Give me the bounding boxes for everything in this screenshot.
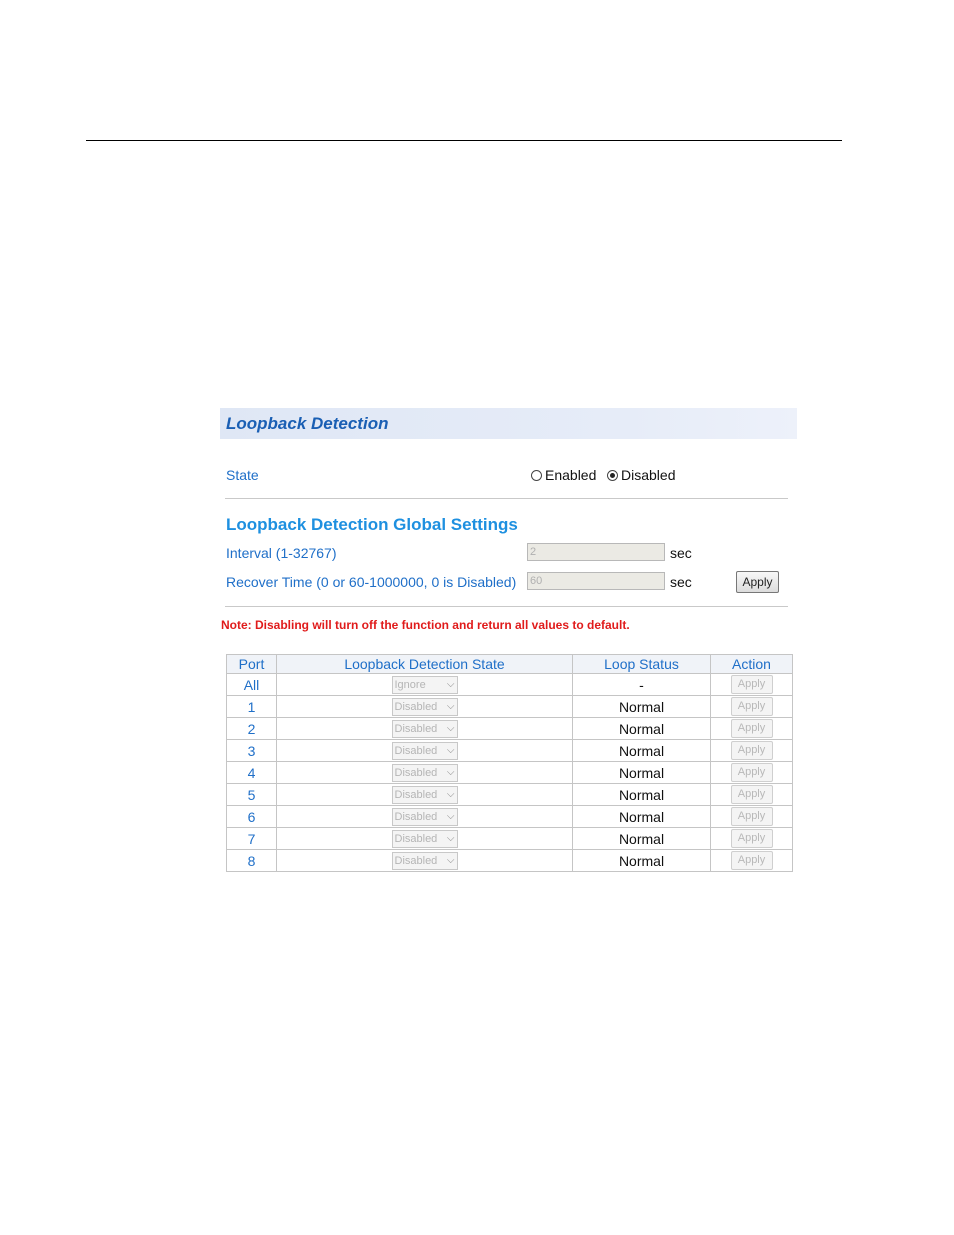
col-header-state: Loopback Detection State: [277, 655, 573, 674]
panel-header: [220, 408, 797, 439]
chevron-down-icon: ⌵: [446, 832, 455, 844]
state-select[interactable]: [392, 698, 458, 716]
chevron-down-icon: ⌵: [446, 854, 455, 866]
interval-unit: sec: [670, 545, 692, 561]
state-select[interactable]: [392, 676, 458, 694]
status-cell: Normal: [573, 828, 711, 850]
table-row: [227, 696, 793, 718]
row-apply-button[interactable]: Apply: [731, 807, 773, 826]
port-rows: [227, 674, 793, 872]
chevron-down-icon: ⌵: [446, 766, 455, 778]
port-cell: 6: [227, 806, 277, 828]
state-cell: [277, 718, 573, 740]
state-cell: [277, 762, 573, 784]
status-cell: -: [573, 674, 711, 696]
state-cell: [277, 740, 573, 762]
table-row: [227, 784, 793, 806]
port-cell: 1: [227, 696, 277, 718]
status-cell: Normal: [573, 850, 711, 872]
state-label: State: [226, 467, 259, 483]
row-apply-button[interactable]: Apply: [731, 851, 773, 870]
chevron-down-icon: ⌵: [446, 744, 455, 756]
state-select-value: Disabled: [394, 810, 438, 823]
table-row: [227, 828, 793, 850]
action-cell: [711, 850, 793, 872]
state-select[interactable]: [392, 764, 458, 782]
chevron-down-icon: ⌵: [446, 788, 455, 800]
state-select-value: Disabled: [394, 832, 438, 845]
state-enabled-label[interactable]: Enabled: [545, 467, 597, 483]
table-row: [227, 718, 793, 740]
state-disabled-label[interactable]: Disabled: [621, 467, 676, 483]
action-cell: [711, 828, 793, 850]
row-apply-button[interactable]: Apply: [731, 697, 773, 716]
row-apply-button[interactable]: Apply: [731, 719, 773, 738]
table-row: [227, 740, 793, 762]
port-cell: 5: [227, 784, 277, 806]
status-cell: Normal: [573, 784, 711, 806]
state-select[interactable]: [392, 742, 458, 760]
global-apply-button[interactable]: Apply: [736, 571, 779, 593]
col-header-action: Action: [711, 655, 793, 674]
state-select-value: Disabled: [394, 854, 438, 867]
status-cell: Normal: [573, 718, 711, 740]
status-cell: Normal: [573, 696, 711, 718]
state-disabled-radio[interactable]: [607, 470, 618, 481]
status-cell: Normal: [573, 806, 711, 828]
port-table: [226, 654, 793, 872]
col-header-port: Port: [227, 655, 277, 674]
action-cell: [711, 696, 793, 718]
row-apply-button[interactable]: Apply: [731, 763, 773, 782]
port-cell: All: [227, 674, 277, 696]
interval-input[interactable]: 2: [527, 543, 665, 561]
state-select[interactable]: [392, 720, 458, 738]
action-cell: [711, 762, 793, 784]
recover-time-label: Recover Time (0 or 60-1000000, 0 is Disabled): [226, 574, 517, 590]
loopback-detection-panel: [220, 408, 797, 878]
state-select[interactable]: [392, 830, 458, 848]
state-select-value: Disabled: [394, 744, 438, 757]
separator: [225, 606, 788, 607]
port-cell: 2: [227, 718, 277, 740]
action-cell: [711, 740, 793, 762]
state-select-value: Disabled: [394, 788, 438, 801]
row-apply-button[interactable]: Apply: [731, 785, 773, 804]
state-select-value: Disabled: [394, 700, 438, 713]
row-apply-button[interactable]: Apply: [731, 675, 773, 694]
page-top-rule: [86, 140, 842, 141]
state-select-value: Ignore: [394, 678, 426, 691]
state-select-value: Disabled: [394, 766, 438, 779]
row-apply-button[interactable]: Apply: [731, 829, 773, 848]
state-enabled-radio[interactable]: [531, 470, 542, 481]
col-header-status: Loop Status: [573, 655, 711, 674]
table-row: [227, 762, 793, 784]
table-header-row: [227, 655, 793, 674]
action-cell: [711, 806, 793, 828]
table-row: [227, 806, 793, 828]
state-select[interactable]: [392, 786, 458, 804]
status-cell: Normal: [573, 762, 711, 784]
port-cell: 3: [227, 740, 277, 762]
action-cell: [711, 718, 793, 740]
state-cell: [277, 696, 573, 718]
port-cell: 4: [227, 762, 277, 784]
chevron-down-icon: ⌵: [446, 722, 455, 734]
table-row: [227, 674, 793, 696]
action-cell: [711, 674, 793, 696]
status-cell: Normal: [573, 740, 711, 762]
state-cell: [277, 828, 573, 850]
chevron-down-icon: ⌵: [446, 678, 455, 690]
recover-time-unit: sec: [670, 574, 692, 590]
port-cell: 7: [227, 828, 277, 850]
state-cell: [277, 806, 573, 828]
state-select-value: Disabled: [394, 722, 438, 735]
state-select[interactable]: [392, 808, 458, 826]
global-settings-title: Loopback Detection Global Settings: [226, 515, 518, 534]
port-cell: 8: [227, 850, 277, 872]
table-row: [227, 850, 793, 872]
separator: [225, 498, 788, 499]
row-apply-button[interactable]: Apply: [731, 741, 773, 760]
panel-title: Loopback Detection: [226, 414, 389, 433]
state-cell: [277, 850, 573, 872]
action-cell: [711, 784, 793, 806]
state-cell: [277, 674, 573, 696]
disable-note: Note: Disabling will turn off the function and return all values to default.: [221, 618, 630, 632]
interval-label: Interval (1-32767): [226, 545, 337, 561]
chevron-down-icon: ⌵: [446, 700, 455, 712]
state-cell: [277, 784, 573, 806]
recover-time-input[interactable]: 60: [527, 572, 665, 590]
chevron-down-icon: ⌵: [446, 810, 455, 822]
state-select[interactable]: [392, 852, 458, 870]
